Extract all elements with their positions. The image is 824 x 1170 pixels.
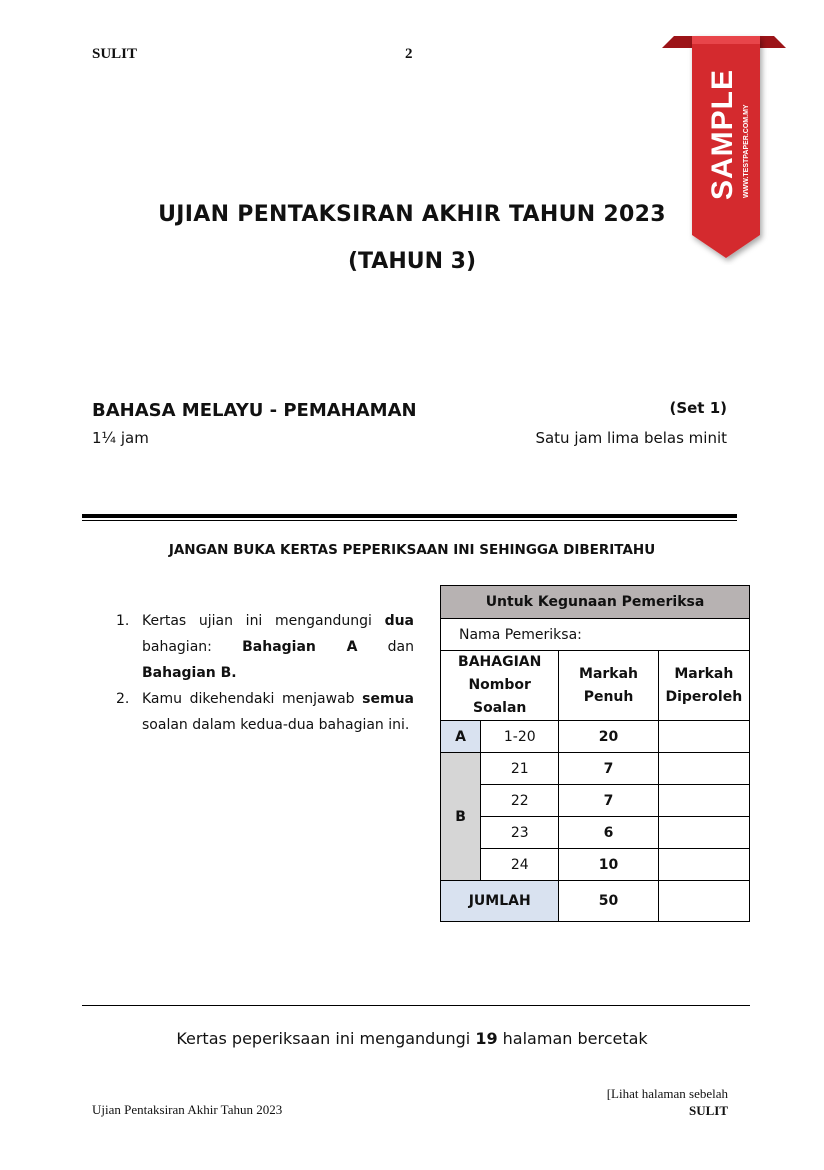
table-row <box>441 785 750 817</box>
divider-thin <box>82 520 737 521</box>
question-cell: 24 <box>481 849 559 881</box>
instruction-item <box>116 686 414 738</box>
duration-long: Satu jam lima belas minit <box>535 429 727 447</box>
full-marks-cell: 7 <box>559 753 658 785</box>
table-row <box>441 817 750 849</box>
header-confidential: SULIT <box>92 46 138 62</box>
subject-name: BAHASA MELAYU - PEMAHAMAN <box>92 400 417 421</box>
page-count-number: 19 <box>475 1029 498 1048</box>
section-cell: A <box>441 721 481 753</box>
marks-obtained-cell <box>658 721 749 753</box>
ribbon-sample-text: SAMPLE <box>706 68 739 200</box>
full-marks-cell: 10 <box>559 849 658 881</box>
table-row <box>441 753 750 785</box>
total-full-marks: 50 <box>559 881 658 922</box>
duration-short: 1¼ jam <box>92 429 149 447</box>
total-marks-obtained <box>658 881 749 922</box>
full-marks-cell: 20 <box>559 721 658 753</box>
ribbon-url-text: WWW.TESTPAPER.COM.MY <box>743 104 750 198</box>
footer-exam-name: Ujian Pentaksiran Akhir Tahun 2023 <box>92 1102 283 1117</box>
column-header-section: BAHAGIAN Nombor Soalan <box>441 651 559 721</box>
instruction-item <box>116 608 414 686</box>
instruction-text: bahagian: <box>142 639 243 655</box>
table-row <box>441 721 750 753</box>
instruction-number: 2. <box>116 691 130 707</box>
marks-obtained-cell <box>658 753 749 785</box>
section-cell: B <box>441 753 481 881</box>
table-title: Untuk Kegunaan Pemeriksa <box>441 586 750 619</box>
table-row <box>441 849 750 881</box>
marks-obtained-cell <box>658 785 749 817</box>
full-marks-cell: 6 <box>559 817 658 849</box>
page-count-text: halaman bercetak <box>497 1029 648 1048</box>
sample-ribbon <box>662 30 792 265</box>
footer-next-page: [Lihat halaman sebelah <box>606 1086 728 1101</box>
column-header-full-marks: Markah Penuh <box>559 651 658 721</box>
divider-thick <box>82 514 737 518</box>
instruction-text: Kertas ujian ini mengandungi <box>142 613 385 629</box>
full-marks-cell: 7 <box>559 785 658 817</box>
page-number: 2 <box>405 46 413 62</box>
total-label: JUMLAH <box>441 881 559 922</box>
marks-obtained-cell <box>658 817 749 849</box>
marks-obtained-cell <box>658 849 749 881</box>
instruction-text: dan <box>357 639 414 655</box>
instruction-emphasis: semua <box>362 691 414 707</box>
examiner-name-field: Nama Pemeriksa: <box>441 619 750 651</box>
instruction-emphasis: Bahagian A <box>242 639 358 655</box>
instruction-text: Kamu dikehendaki menjawab <box>142 691 363 707</box>
question-cell: 23 <box>481 817 559 849</box>
divider-bottom <box>82 1005 750 1006</box>
column-header-marks-obtained: Markah Diperoleh <box>658 651 749 721</box>
instructions-list <box>116 608 414 738</box>
page-count-note <box>0 1029 824 1048</box>
exam-year-level: (TAHUN 3) <box>347 249 477 274</box>
question-cell: 1-20 <box>481 721 559 753</box>
question-cell: 21 <box>481 753 559 785</box>
examiner-table <box>440 585 750 922</box>
do-not-open-warning: JANGAN BUKA KERTAS PEPERIKSAAN INI SEHINGGA DIBERITAHU <box>168 542 656 558</box>
total-row <box>441 881 750 922</box>
exam-title: UJIAN PENTAKSIRAN AKHIR TAHUN 2023 <box>158 202 666 227</box>
instruction-text: soalan dalam kedua-dua bahagian ini. <box>142 717 410 733</box>
page-count-text: Kertas peperiksaan ini mengandungi <box>176 1029 476 1048</box>
instruction-emphasis: Bahagian B. <box>142 665 237 681</box>
instruction-number: 1. <box>116 613 130 629</box>
set-label: (Set 1) <box>669 399 727 417</box>
instruction-emphasis: dua <box>384 613 414 629</box>
question-cell: 22 <box>481 785 559 817</box>
footer-confidential: SULIT <box>688 1103 728 1118</box>
